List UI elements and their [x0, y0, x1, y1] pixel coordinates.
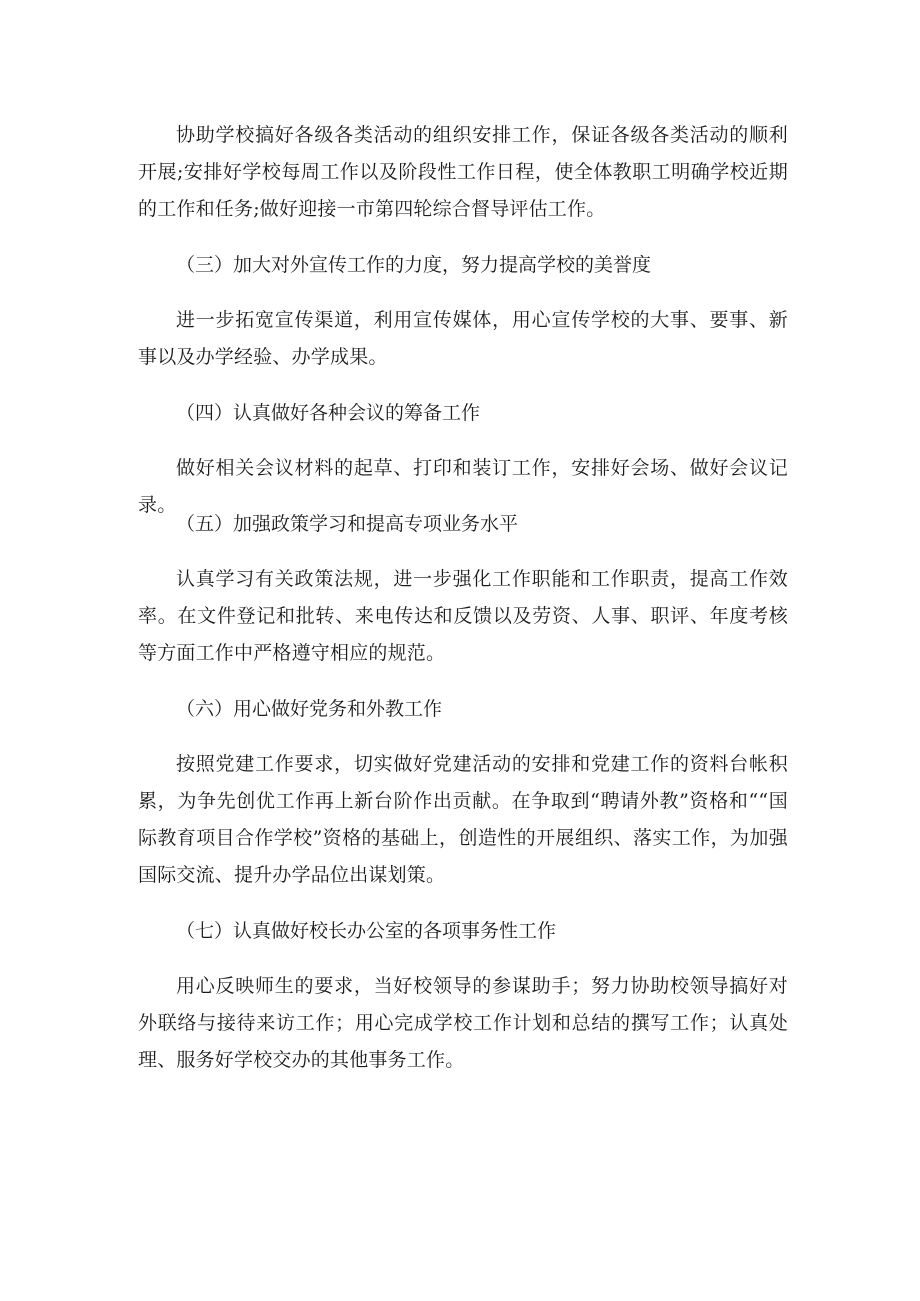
paragraph-office-affairs: 用心反映师生的要求，当好校领导的参谋助手；努力协助校领导搞好对外联络与接待来访工作；用心完成学校工作计划和总结的撰写工作；认真处理、服务好学校交办的其他事务工作。	[138, 975, 788, 1071]
paragraph-meetings: 做好相关会议材料的起草、打印和装订工作，安排好会场、做好会议记录。	[138, 457, 788, 516]
heading-section-3: （三）加大对外宣传工作的力度，努力提高学校的美誉度	[176, 254, 652, 276]
paragraph-policy: 认真学习有关政策法规，进一步强化工作职能和工作职责，提高工作效率。在文件登记和批转、来电传达和反馈以及劳资、人事、职评、年度考核等方面工作中严格遵守相应的规范。	[138, 568, 788, 664]
heading-section-5: （五）加强政策学习和提高专项业务水平	[176, 513, 519, 535]
paragraph-publicity: 进一步拓宽宣传渠道，利用宣传媒体，用心宣传学校的大事、要事、新事以及办学经验、办学成果。	[138, 309, 788, 368]
heading-section-6: （六）用心做好党务和外教工作	[176, 698, 443, 720]
paragraph-party-affairs: 按照党建工作要求，切实做好党建活动的安排和党建工作的资料台帐积累，为争先创优工作再上新台阶作出贡献。在争取到“聘请外教”资格和““国际教育项目合作学校”资格的基础上，创造性的开展组织、落实工作，为加强国际交流、提升办学品位出谋划策。	[138, 753, 788, 886]
heading-section-4: （四）认真做好各种会议的筹备工作	[176, 402, 481, 424]
heading-section-7: （七）认真做好校长办公室的各项事务性工作	[176, 920, 557, 942]
paragraph-activities: 协助学校搞好各级各类活动的组织安排工作，保证各级各类活动的顺利开展;安排好学校每周工作以及阶段性工作日程，使全体教职工明确学校近期的工作和任务;做好迎接一市第四轮综合督导评估工作。	[138, 124, 788, 220]
